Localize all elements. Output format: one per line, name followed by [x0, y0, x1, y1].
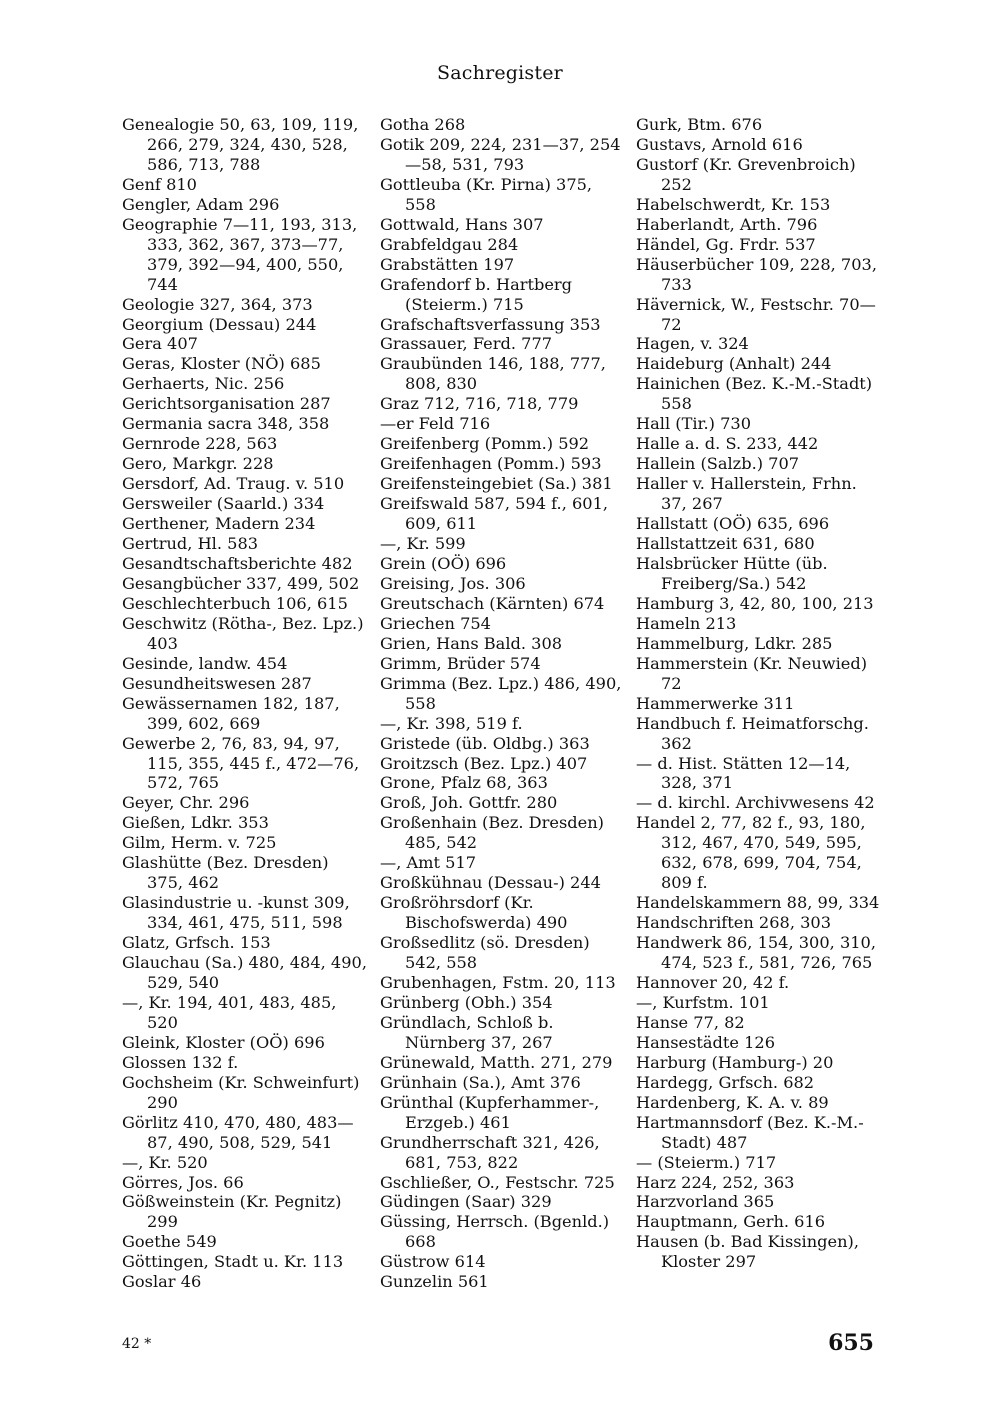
- index-entry: Gernrode 228, 563: [122, 434, 278, 454]
- index-entry: Grimm, Brüder 574: [380, 653, 541, 673]
- index-entry: Greifenhagen (Pomm.) 593: [380, 454, 602, 474]
- index-entry: Grubenhagen, Fstm. 20, 113: [380, 972, 616, 992]
- index-entry: —, Kr. 520: [122, 1152, 208, 1172]
- index-entry: Güdingen (Saar) 329: [380, 1192, 552, 1212]
- index-entry: Glasindustrie u. -kunst 309, 334, 461, 475, 511, 598: [122, 893, 350, 933]
- index-entry: Habelschwerdt, Kr. 153: [636, 194, 831, 214]
- index-entry: Halsbrücker Hütte (üb. Freiberg/Sa.) 542: [636, 553, 828, 593]
- index-entry: —, Kr. 194, 401, 483, 485, 520: [122, 992, 337, 1032]
- index-entry: —, Kr. 599: [380, 534, 466, 554]
- index-entry: Görlitz 410, 470, 480, 483—87, 490, 508, 529, 541: [122, 1112, 354, 1152]
- index-entry: Georgium (Dessau) 244: [122, 314, 317, 334]
- index-entry: Handschriften 268, 303: [636, 913, 832, 933]
- index-entry: Gera 407: [122, 334, 198, 354]
- index-entry: Grabfeldgau 284: [380, 234, 519, 254]
- index-entry: Güstrow 614: [380, 1252, 486, 1272]
- index-entry: Harburg (Hamburg-) 20: [636, 1052, 834, 1072]
- index-entry: Gochsheim (Kr. Schweinfurt) 290: [122, 1072, 360, 1112]
- index-entry: Genealogie 50, 63, 109, 119, 266, 279, 324, 430, 528, 586, 713, 788: [122, 115, 359, 174]
- index-entry: Grundherrschaft 321, 426, 681, 753, 822: [380, 1132, 600, 1172]
- index-entry: Geras, Kloster (NÖ) 685: [122, 354, 321, 374]
- index-entry: Glossen 132 f.: [122, 1052, 239, 1072]
- index-entry: Gewerbe 2, 76, 83, 94, 97, 115, 355, 445 f., 472—76, 572, 765: [122, 733, 360, 793]
- index-entry: Gesinde, landw. 454: [122, 653, 288, 673]
- index-entry: Grassauer, Ferd. 777: [380, 334, 553, 354]
- index-entry: Geschlechterbuch 106, 615: [122, 593, 348, 613]
- index-entry: Gesandtschaftsberichte 482: [122, 553, 353, 573]
- index-entry: Graz 712, 716, 718, 779: [380, 394, 579, 414]
- page-number: 655: [828, 1330, 874, 1356]
- index-entry: Handwerk 86, 154, 300, 310, 474, 523 f., 581, 726, 765: [636, 933, 876, 973]
- index-entry: Grone, Pfalz 68, 363: [380, 773, 548, 793]
- index-entry: Gunzelin 561: [380, 1272, 489, 1292]
- index-entry: Hannover 20, 42 f.: [636, 972, 790, 992]
- index-entry: Großenhain (Bez. Dresden) 485, 542: [380, 813, 604, 853]
- index-entry: Geographie 7—11, 193, 313, 333, 362, 367, 373—77, 379, 392—94, 400, 550, 744: [122, 214, 358, 294]
- index-entry: Gerthener, Madern 234: [122, 514, 316, 534]
- index-entry: Graubünden 146, 188, 777, 808, 830: [380, 354, 606, 394]
- index-entry: Hallein (Salzb.) 707: [636, 454, 800, 474]
- index-entry: Handelskammern 88, 99, 334: [636, 893, 880, 913]
- index-entry: — d. kirchl. Archivwesens 42: [636, 793, 875, 813]
- index-entry: Gristede (üb. Oldbg.) 363: [380, 733, 590, 753]
- index-entry: Greutschach (Kärnten) 674: [380, 593, 605, 613]
- index-entry: Handbuch f. Heimatforschg. 362: [636, 713, 869, 753]
- index-entry: — (Steierm.) 717: [636, 1152, 777, 1172]
- index-entry: Gewässernamen 182, 187, 399, 602, 669: [122, 693, 340, 733]
- signature-mark: 42 *: [122, 1336, 152, 1352]
- index-entry: Greifenberg (Pomm.) 592: [380, 434, 590, 454]
- index-entry: Gottleuba (Kr. Pirna) 375, 558: [380, 174, 593, 214]
- index-entry: Gerichtsorganisation 287: [122, 394, 331, 414]
- index-column-1: [122, 115, 367, 1292]
- index-entry: Händel, Gg. Frdr. 537: [636, 234, 816, 254]
- index-entry: Harzvorland 365: [636, 1192, 775, 1212]
- index-entry: Hammelburg, Ldkr. 285: [636, 633, 833, 653]
- index-entry: Großröhrsdorf (Kr. Bischofswerda) 490: [380, 893, 568, 933]
- index-column-3: [636, 115, 886, 1272]
- index-entry: Hardegg, Grfsch. 682: [636, 1072, 815, 1092]
- index-entry: —, Kr. 398, 519 f.: [380, 713, 523, 733]
- index-entry: Haller v. Hallerstein, Frhn. 37, 267: [636, 474, 857, 514]
- index-entry: Grein (OÖ) 696: [380, 553, 507, 573]
- index-entry: Groß, Joh. Gottfr. 280: [380, 793, 558, 813]
- index-entry: Haberlandt, Arth. 796: [636, 214, 818, 234]
- index-entry: Grafendorf b. Hartberg (Steierm.) 715: [380, 274, 573, 314]
- index-entry: Hansestädte 126: [636, 1032, 776, 1052]
- index-entry: Großkühnau (Dessau-) 244: [380, 873, 601, 893]
- index-entry: Handel 2, 77, 82 f., 93, 180, 312, 467, 470, 549, 595, 632, 678, 699, 704, 754, 809 f.: [636, 813, 866, 893]
- index-entry: Güssing, Herrsch. (Bgenld.) 668: [380, 1212, 610, 1252]
- index-column-2: [380, 115, 625, 1292]
- index-entry: Haideburg (Anhalt) 244: [636, 354, 832, 374]
- index-entry: Gößweinstein (Kr. Pegnitz) 299: [122, 1192, 342, 1232]
- index-entry: Grünhain (Sa.), Amt 376: [380, 1072, 581, 1092]
- index-entry: Harz 224, 252, 363: [636, 1172, 795, 1192]
- index-entry: Groitzsch (Bez. Lpz.) 407: [380, 753, 588, 773]
- index-entry: Gustavs, Arnold 616: [636, 134, 803, 154]
- index-entry: Goethe 549: [122, 1232, 217, 1252]
- index-entry: —, Amt 517: [380, 853, 477, 873]
- index-entry: Griechen 754: [380, 613, 491, 633]
- index-entry: Hammerwerke 311: [636, 693, 795, 713]
- index-entry: Häuserbücher 109, 228, 703, 733: [636, 254, 877, 294]
- index-entry: Hausen (b. Bad Kissingen), Kloster 297: [636, 1232, 859, 1272]
- index-entry: Gleink, Kloster (OÖ) 696: [122, 1032, 325, 1052]
- index-entry: Grünewald, Matth. 271, 279: [380, 1052, 613, 1072]
- index-entry: Gersweiler (Saarld.) 334: [122, 494, 325, 514]
- index-entry: — d. Hist. Stätten 12—14, 328, 371: [636, 753, 851, 793]
- index-entry: —er Feld 716: [380, 414, 491, 434]
- index-entry: Hall (Tir.) 730: [636, 414, 752, 434]
- index-entry: Gießen, Ldkr. 353: [122, 813, 269, 833]
- index-entry: Grünthal (Kupferhammer-, Erzgeb.) 461: [380, 1092, 600, 1132]
- index-entry: Gründlach, Schloß b. Nürnberg 37, 267: [380, 1012, 554, 1052]
- index-entry: Gesangbücher 337, 499, 502: [122, 573, 360, 593]
- index-entry: Hävernick, W., Festschr. 70—72: [636, 294, 876, 334]
- index-entry: Göttingen, Stadt u. Kr. 113: [122, 1252, 344, 1272]
- index-entry: Grünberg (Obh.) 354: [380, 992, 553, 1012]
- index-entry: Gersdorf, Ad. Traug. v. 510: [122, 474, 345, 494]
- index-entry: Gerhaerts, Nic. 256: [122, 374, 285, 394]
- index-entry: Hallstattzeit 631, 680: [636, 534, 815, 554]
- index-entry: Gertrud, Hl. 583: [122, 534, 259, 554]
- index-entry: Grien, Hans Bald. 308: [380, 633, 563, 653]
- index-entry: Gustorf (Kr. Grevenbroich) 252: [636, 154, 856, 194]
- index-entry: Grabstätten 197: [380, 254, 515, 274]
- index-entry: Greifswald 587, 594 f., 601, 609, 611: [380, 494, 609, 534]
- index-entry: Gilm, Herm. v. 725: [122, 833, 277, 853]
- index-entry: Hamburg 3, 42, 80, 100, 213: [636, 593, 874, 613]
- index-entry: Hagen, v. 324: [636, 334, 749, 354]
- index-entry: Geologie 327, 364, 373: [122, 294, 313, 314]
- index-entry: Germania sacra 348, 358: [122, 414, 330, 434]
- index-entry: Gengler, Adam 296: [122, 194, 280, 214]
- index-entry: Großsedlitz (sö. Dresden) 542, 558: [380, 933, 590, 973]
- index-entry: Genf 810: [122, 174, 197, 194]
- index-entry: Geyer, Chr. 296: [122, 793, 250, 813]
- index-entry: Halle a. d. S. 233, 442: [636, 434, 819, 454]
- index-entry: Gero, Markgr. 228: [122, 454, 274, 474]
- index-entry: Geschwitz (Rötha-, Bez. Lpz.) 403: [122, 613, 364, 653]
- index-entry: Grimma (Bez. Lpz.) 486, 490, 558: [380, 673, 622, 713]
- index-entry: Glashütte (Bez. Dresden) 375, 462: [122, 853, 329, 893]
- index-entry: Glatz, Grfsch. 153: [122, 933, 271, 953]
- index-entry: Greising, Jos. 306: [380, 573, 526, 593]
- index-entry: Hardenberg, K. A. v. 89: [636, 1092, 829, 1112]
- index-entry: Gurk, Btm. 676: [636, 115, 763, 134]
- page-header-title: Sachregister: [437, 62, 563, 84]
- index-entry: Hanse 77, 82: [636, 1012, 745, 1032]
- index-entry: Grafschaftsverfassung 353: [380, 314, 601, 334]
- index-entry: Gesundheitswesen 287: [122, 673, 312, 693]
- index-entry: Greifensteingebiet (Sa.) 381: [380, 474, 613, 494]
- index-entry: —, Kurfstm. 101: [636, 992, 770, 1012]
- index-entry: Gotik 209, 224, 231—37, 254—58, 531, 793: [380, 134, 621, 174]
- index-entry: Hammerstein (Kr. Neuwied) 72: [636, 653, 868, 693]
- index-entry: Gotha 268: [380, 115, 466, 134]
- index-entry: Gottwald, Hans 307: [380, 214, 544, 234]
- index-entry: Hainichen (Bez. K.-M.-Stadt) 558: [636, 374, 873, 414]
- index-entry: Hallstatt (OÖ) 635, 696: [636, 514, 830, 534]
- index-entry: Görres, Jos. 66: [122, 1172, 244, 1192]
- index-entry: Hartmannsdorf (Bez. K.-M.-Stadt) 487: [636, 1112, 864, 1152]
- index-entry: Goslar 46: [122, 1272, 202, 1292]
- index-entry: Gschließer, O., Festschr. 725: [380, 1172, 615, 1192]
- index-entry: Hauptmann, Gerh. 616: [636, 1212, 826, 1232]
- index-entry: Hameln 213: [636, 613, 737, 633]
- index-entry: Glauchau (Sa.) 480, 484, 490, 529, 540: [122, 953, 367, 992]
